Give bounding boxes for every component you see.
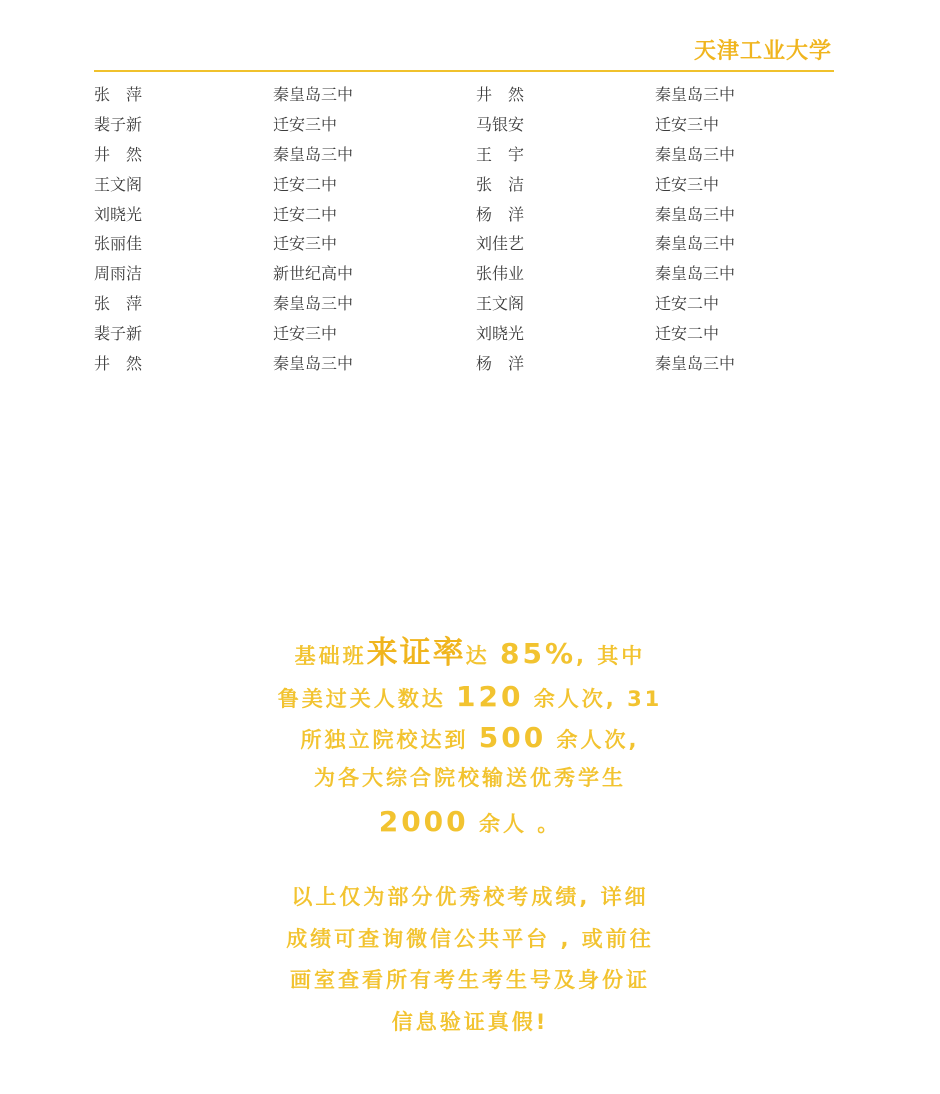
student-school: 迁安三中 xyxy=(273,234,338,254)
student-name: 张伟业 xyxy=(476,264,525,284)
summary-line xyxy=(220,717,720,758)
student-name: 张 洁 xyxy=(476,174,525,194)
roster-row xyxy=(94,170,834,200)
student-school: 迁安三中 xyxy=(655,114,720,134)
roster-row xyxy=(94,289,834,319)
roster-row xyxy=(94,80,834,110)
header-divider xyxy=(94,70,834,72)
student-school: 秦皇岛三中 xyxy=(273,354,354,374)
summary-text: 余人 。 xyxy=(468,812,562,836)
student-school: 迁安三中 xyxy=(655,174,720,194)
verification-note xyxy=(220,877,720,1043)
student-school: 秦皇岛三中 xyxy=(655,234,736,254)
student-school: 秦皇岛三中 xyxy=(655,85,736,104)
summary-text: 为各大综合院校输送优秀学生 xyxy=(314,766,626,790)
student-school: 迁安二中 xyxy=(655,294,720,314)
roster-row xyxy=(94,229,834,259)
summary-highlight: 来证率 xyxy=(366,635,466,671)
student-school: 迁安二中 xyxy=(655,324,720,344)
student-name: 井 然 xyxy=(476,85,525,104)
student-name: 裴子新 xyxy=(94,324,143,344)
summary-text: 所独立院校达到 xyxy=(300,728,479,752)
admission-roster xyxy=(94,80,834,379)
student-school: 迁安二中 xyxy=(273,174,338,194)
student-name: 张 萍 xyxy=(94,294,143,314)
student-school: 新世纪高中 xyxy=(273,264,354,284)
student-name: 王文阁 xyxy=(94,174,143,194)
student-name: 王文阁 xyxy=(476,294,525,314)
note-line: 成绩可查询微信公共平台 , 或前往 xyxy=(286,926,654,951)
student-name: 井 然 xyxy=(94,144,143,164)
student-name: 刘佳艺 xyxy=(476,234,525,254)
student-name: 马银安 xyxy=(476,114,525,134)
student-school: 迁安三中 xyxy=(273,324,338,344)
student-name: 刘晓光 xyxy=(94,204,143,224)
student-name: 杨 洋 xyxy=(476,204,525,224)
student-school: 迁安三中 xyxy=(273,114,338,134)
summary-line xyxy=(220,758,720,799)
summary-text: 余人次, 31 xyxy=(523,687,663,711)
student-name: 刘晓光 xyxy=(476,324,525,344)
achievement-summary xyxy=(220,630,720,845)
student-name: 井 然 xyxy=(94,354,143,374)
note-line: 信息验证真假! xyxy=(391,1009,549,1034)
student-school: 迁安二中 xyxy=(273,204,338,224)
summary-line xyxy=(220,630,720,676)
summary-text: 鲁美过关人数达 xyxy=(277,687,457,711)
student-school: 秦皇岛三中 xyxy=(655,204,736,224)
student-name: 杨 洋 xyxy=(476,354,525,374)
roster-row xyxy=(94,349,834,379)
student-school: 秦皇岛三中 xyxy=(655,264,736,284)
summary-number: 500 xyxy=(478,721,547,754)
student-name: 张丽佳 xyxy=(94,234,143,254)
student-school: 秦皇岛三中 xyxy=(655,354,736,374)
note-line: 以上仅为部分优秀校考成绩, 详细 xyxy=(291,885,649,909)
student-school: 秦皇岛三中 xyxy=(655,144,736,164)
student-name: 张 萍 xyxy=(94,85,143,104)
summary-line xyxy=(220,676,720,717)
student-name: 周雨洁 xyxy=(94,264,143,284)
roster-row xyxy=(94,200,834,230)
student-name: 王 宇 xyxy=(476,144,525,164)
student-school: 秦皇岛三中 xyxy=(273,294,354,314)
roster-row xyxy=(94,110,834,140)
summary-line xyxy=(220,799,720,845)
summary-number: 120 xyxy=(456,680,524,713)
student-school: 秦皇岛三中 xyxy=(273,85,354,104)
summary-text: 余人次, xyxy=(546,728,640,752)
summary-number: 2000 xyxy=(378,805,469,838)
student-name: 裴子新 xyxy=(94,114,143,134)
roster-row xyxy=(94,259,834,289)
summary-number: 85% xyxy=(499,637,577,670)
student-school: 秦皇岛三中 xyxy=(273,144,354,164)
note-line: 画室查看所有考生考生号及身份证 xyxy=(290,968,650,992)
summary-text: , 其中 xyxy=(576,644,646,668)
summary-text: 达 xyxy=(465,644,500,668)
page-header-title: 天津工业大学 xyxy=(693,39,832,64)
summary-text: 基础班 xyxy=(294,644,367,668)
roster-row xyxy=(94,319,834,349)
roster-row xyxy=(94,140,834,170)
